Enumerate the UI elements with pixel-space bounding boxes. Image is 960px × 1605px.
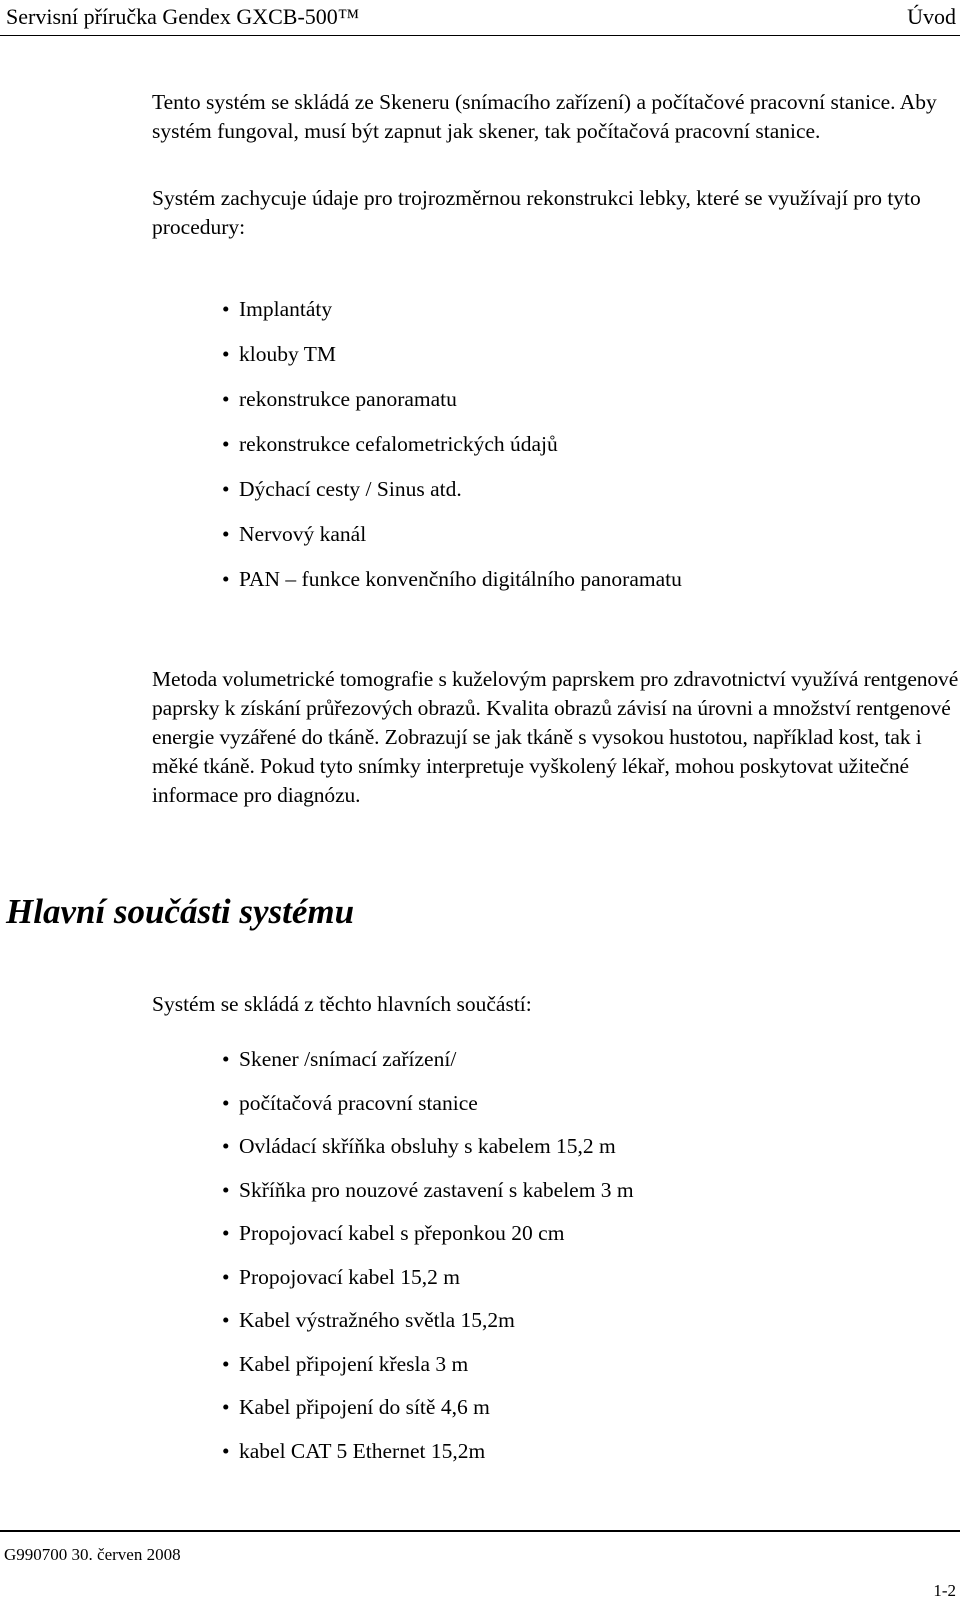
- list-item: • Dýchací cesty / Sinus atd.: [222, 475, 682, 520]
- components-intro: Systém se skládá z těchto hlavních součástí:: [152, 992, 532, 1016]
- chapter-name: Úvod: [907, 4, 956, 29]
- page-header: [0, 0, 960, 36]
- list-item: • Nervový kanál: [222, 520, 682, 565]
- description-paragraph: Metoda volumetrické tomografie s kuželovým paprskem pro zdravotnictví využívá rentgenové paprsky k získání průřezových obrazů. Kvalita obrazů závisí na úrovni a množství rentgenové energie vyzářené do tkáně. Zobrazují se jak tkáně s vysokou hustotou, například kost, tak i měké tkáně. Pokud tyto snímky interpretuje vyškolený lékař, mohou poskytovat užitečné informace pro diagnózu.: [152, 667, 959, 807]
- list-item: • Kabel připojení do sítě 4,6 m: [222, 1393, 634, 1437]
- footer-divider: [0, 1530, 960, 1532]
- document-id: G990700 30. červen 2008: [4, 1545, 181, 1564]
- intro-paragraph: Tento systém se skládá ze Skeneru (snímacího zařízení) a počítačové pracovní stanice. Aby systém fungoval, musí být zapnut jak skener, tak počítačová pracovní stanice.: [152, 90, 937, 143]
- list-item: • Skříňka pro nouzové zastavení s kabelem 3 m: [222, 1176, 634, 1220]
- list-item: • Propojovací kabel s přeponkou 20 cm: [222, 1219, 634, 1263]
- list-item: • Implantáty: [222, 295, 682, 340]
- list-item: • Propojovací kabel 15,2 m: [222, 1263, 634, 1307]
- list-item: • Skener /snímací zařízení/: [222, 1045, 634, 1089]
- list-item: • klouby TM: [222, 340, 682, 385]
- section-title: Hlavní součásti systému: [6, 892, 355, 931]
- list-item: • rekonstrukce cefalometrických údajů: [222, 430, 682, 475]
- list-item: • počítačová pracovní stanice: [222, 1089, 634, 1133]
- list-item: • Ovládací skříňka obsluhy s kabelem 15,2 m: [222, 1132, 634, 1176]
- list-item: • kabel CAT 5 Ethernet 15,2m: [222, 1437, 634, 1481]
- list-item: • Kabel výstražného světla 15,2m: [222, 1306, 634, 1350]
- components-list: [222, 1045, 634, 1480]
- list-item: • rekonstrukce panoramatu: [222, 385, 682, 430]
- list-item: • PAN – funkce konvenčního digitálního panoramatu: [222, 565, 682, 610]
- procedures-intro: Systém zachycuje údaje pro trojrozměrnou rekonstrukci lebky, které se využívají pro tyto procedury:: [152, 186, 921, 239]
- procedures-list: [222, 295, 682, 610]
- page-number: 1-2: [933, 1581, 956, 1600]
- manual-title: Servisní příručka Gendex GXCB-500™: [6, 4, 360, 29]
- list-item: • Kabel připojení křesla 3 m: [222, 1350, 634, 1394]
